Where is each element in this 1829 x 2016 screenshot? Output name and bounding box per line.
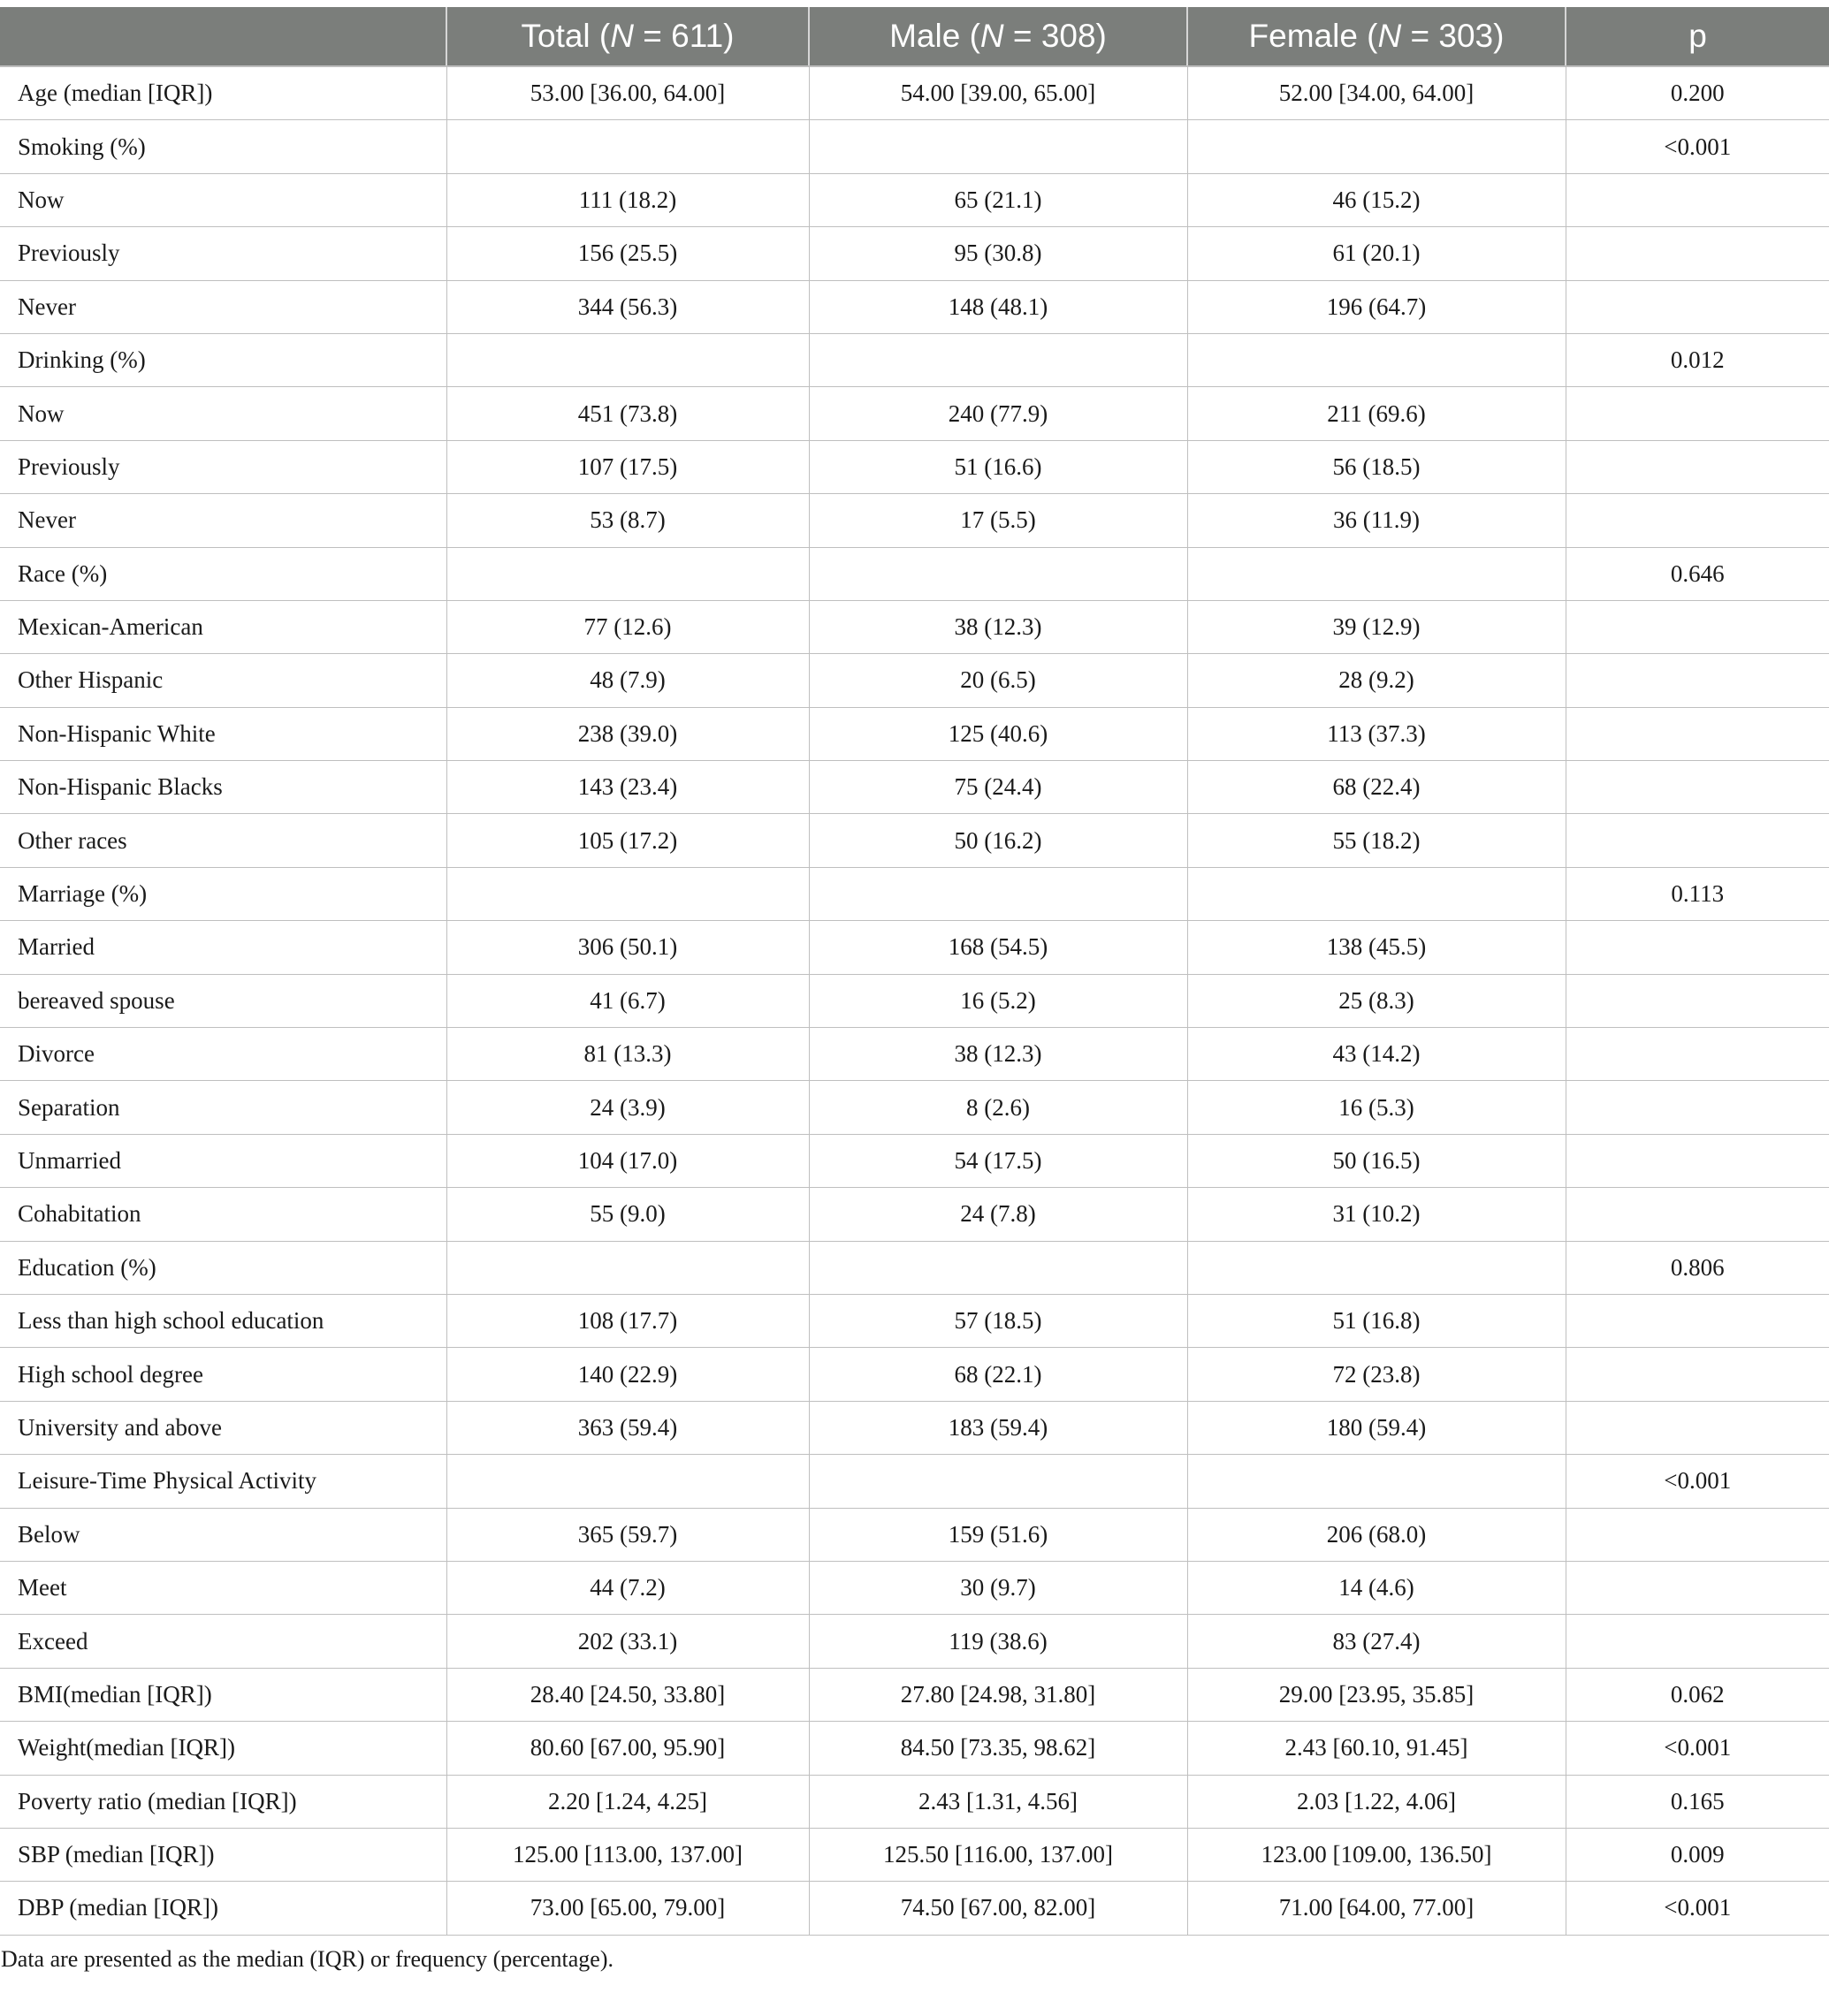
table-row [0,761,1829,814]
cell-female: 52.00 [34.00, 64.00] [1187,66,1566,120]
cell-total: 238 (39.0) [446,707,809,760]
cell-male [809,333,1187,386]
cell-total [446,1241,809,1294]
cell-female: 113 (37.3) [1187,707,1566,760]
cell-total: 104 (17.0) [446,1134,809,1187]
cell-p-value [1566,654,1829,707]
cell-male: 95 (30.8) [809,227,1187,280]
cell-male [809,1455,1187,1508]
cell-total: 140 (22.9) [446,1348,809,1401]
cell-total: 77 (12.6) [446,600,809,653]
cell-total: 41 (6.7) [446,974,809,1027]
cell-p-value: 0.012 [1566,333,1829,386]
cell-total: 44 (7.2) [446,1561,809,1614]
cell-p-value [1566,1134,1829,1187]
table-row [0,1134,1829,1187]
cell-label: Never [0,494,446,547]
header-female-pre: Female ( [1248,18,1378,54]
cell-female [1187,547,1566,600]
cell-label: Cohabitation [0,1188,446,1241]
cell-total: 108 (17.7) [446,1294,809,1347]
cell-label: Previously [0,440,446,493]
cell-p-value: <0.001 [1566,1455,1829,1508]
cell-total [446,333,809,386]
cell-total: 2.20 [1.24, 4.25] [446,1775,809,1828]
cell-label: bereaved spouse [0,974,446,1027]
cell-male: 119 (38.6) [809,1615,1187,1668]
cell-total: 81 (13.3) [446,1028,809,1081]
cell-label: Mexican-American [0,600,446,653]
cell-p-value: 0.165 [1566,1775,1829,1828]
cell-label: Non-Hispanic White [0,707,446,760]
cell-label: Separation [0,1081,446,1134]
cell-female: 28 (9.2) [1187,654,1566,707]
cell-male: 38 (12.3) [809,1028,1187,1081]
cell-p-value: <0.001 [1566,120,1829,173]
table-row [0,1615,1829,1668]
table-row [0,974,1829,1027]
cell-female: 31 (10.2) [1187,1188,1566,1241]
cell-female: 46 (15.2) [1187,173,1566,226]
cell-label: Divorce [0,1028,446,1081]
cell-label: High school degree [0,1348,446,1401]
header-male [809,7,1187,66]
cell-female: 2.03 [1.22, 4.06] [1187,1775,1566,1828]
cell-label: Now [0,173,446,226]
cell-p-value [1566,921,1829,974]
cell-total: 365 (59.7) [446,1508,809,1561]
cell-p-value [1566,1028,1829,1081]
cell-female: 43 (14.2) [1187,1028,1566,1081]
cell-total [446,120,809,173]
header-male-pre: Male ( [889,18,980,54]
cell-p-value [1566,707,1829,760]
cell-male: 38 (12.3) [809,600,1187,653]
cell-p-value: 0.009 [1566,1828,1829,1881]
table-footnote: Data are presented as the median (IQR) or frequency (percentage). [1,1945,613,1972]
cell-label: Race (%) [0,547,446,600]
cell-p-value [1566,1561,1829,1614]
cell-female: 72 (23.8) [1187,1348,1566,1401]
cell-p-value: 0.806 [1566,1241,1829,1294]
cell-label: Exceed [0,1615,446,1668]
table-row [0,387,1829,440]
table-row [0,1775,1829,1828]
header-female-n: N [1377,18,1402,54]
cell-female: 29.00 [23.95, 35.85] [1187,1668,1566,1721]
cell-female: 61 (20.1) [1187,227,1566,280]
cell-p-value [1566,814,1829,867]
table-row [0,600,1829,653]
cell-female: 55 (18.2) [1187,814,1566,867]
table-row [0,66,1829,120]
cell-female [1187,1455,1566,1508]
cell-total: 80.60 [67.00, 95.90] [446,1722,809,1775]
cell-p-value [1566,1615,1829,1668]
cell-total: 53.00 [36.00, 64.00] [446,66,809,120]
header-male-post: = 308) [1003,18,1107,54]
cell-label: Previously [0,227,446,280]
table-row [0,333,1829,386]
cell-label: Unmarried [0,1134,446,1187]
cell-male: 51 (16.6) [809,440,1187,493]
table-row [0,494,1829,547]
cell-male [809,547,1187,600]
header-total-pre: Total ( [521,18,611,54]
cell-label: Married [0,921,446,974]
cell-p-value [1566,440,1829,493]
table-row [0,1081,1829,1134]
table-row [0,867,1829,920]
cell-total: 306 (50.1) [446,921,809,974]
header-row [0,7,1829,66]
cell-female: 123.00 [109.00, 136.50] [1187,1828,1566,1881]
table-row [0,1455,1829,1508]
cell-male: 168 (54.5) [809,921,1187,974]
cell-male: 8 (2.6) [809,1081,1187,1134]
table-row [0,1561,1829,1614]
cell-male: 16 (5.2) [809,974,1187,1027]
table-row [0,1828,1829,1881]
cell-total: 105 (17.2) [446,814,809,867]
table-row [0,227,1829,280]
table-row [0,1722,1829,1775]
cell-p-value: 0.646 [1566,547,1829,600]
cell-label: Marriage (%) [0,867,446,920]
table-row [0,547,1829,600]
cell-p-value [1566,173,1829,226]
demographics-table [0,7,1829,1936]
cell-label: SBP (median [IQR]) [0,1828,446,1881]
cell-male: 183 (59.4) [809,1401,1187,1454]
cell-male: 240 (77.9) [809,387,1187,440]
cell-total: 55 (9.0) [446,1188,809,1241]
cell-p-value: 0.200 [1566,66,1829,120]
cell-male: 148 (48.1) [809,280,1187,333]
cell-p-value [1566,761,1829,814]
cell-total: 73.00 [65.00, 79.00] [446,1882,809,1935]
cell-female: 39 (12.9) [1187,600,1566,653]
cell-male: 65 (21.1) [809,173,1187,226]
cell-label: Poverty ratio (median [IQR]) [0,1775,446,1828]
cell-male: 27.80 [24.98, 31.80] [809,1668,1187,1721]
cell-label: Smoking (%) [0,120,446,173]
cell-total: 344 (56.3) [446,280,809,333]
cell-label: Less than high school education [0,1294,446,1347]
cell-male: 54 (17.5) [809,1134,1187,1187]
table-row [0,1294,1829,1347]
cell-male: 74.50 [67.00, 82.00] [809,1882,1187,1935]
cell-female [1187,1241,1566,1294]
cell-female: 56 (18.5) [1187,440,1566,493]
cell-total: 156 (25.5) [446,227,809,280]
cell-label: Never [0,280,446,333]
cell-label: University and above [0,1401,446,1454]
cell-male: 68 (22.1) [809,1348,1187,1401]
cell-male: 57 (18.5) [809,1294,1187,1347]
cell-p-value [1566,1508,1829,1561]
cell-female: 25 (8.3) [1187,974,1566,1027]
cell-male: 50 (16.2) [809,814,1187,867]
cell-male: 30 (9.7) [809,1561,1187,1614]
cell-female: 206 (68.0) [1187,1508,1566,1561]
table-header [0,7,1829,66]
cell-total: 53 (8.7) [446,494,809,547]
cell-male [809,1241,1187,1294]
table-row [0,1028,1829,1081]
table-row [0,120,1829,173]
cell-total: 107 (17.5) [446,440,809,493]
cell-female [1187,867,1566,920]
cell-male: 20 (6.5) [809,654,1187,707]
cell-p-value [1566,1348,1829,1401]
cell-total: 48 (7.9) [446,654,809,707]
table-row [0,280,1829,333]
cell-male: 2.43 [1.31, 4.56] [809,1775,1187,1828]
cell-total: 111 (18.2) [446,173,809,226]
table-row [0,173,1829,226]
cell-label: Drinking (%) [0,333,446,386]
cell-p-value [1566,974,1829,1027]
cell-male: 125 (40.6) [809,707,1187,760]
cell-p-value: 0.062 [1566,1668,1829,1721]
cell-p-value: <0.001 [1566,1722,1829,1775]
cell-label: Non-Hispanic Blacks [0,761,446,814]
table-row [0,1241,1829,1294]
cell-female: 50 (16.5) [1187,1134,1566,1187]
cell-p-value: 0.113 [1566,867,1829,920]
table-row [0,707,1829,760]
cell-female: 36 (11.9) [1187,494,1566,547]
cell-label: Other Hispanic [0,654,446,707]
table-row [0,1882,1829,1935]
cell-total: 125.00 [113.00, 137.00] [446,1828,809,1881]
cell-female: 196 (64.7) [1187,280,1566,333]
cell-female: 14 (4.6) [1187,1561,1566,1614]
cell-male: 84.50 [73.35, 98.62] [809,1722,1187,1775]
cell-label: Weight(median [IQR]) [0,1722,446,1775]
cell-label: Other races [0,814,446,867]
cell-p-value [1566,1401,1829,1454]
cell-male [809,867,1187,920]
cell-male: 54.00 [39.00, 65.00] [809,66,1187,120]
table-row [0,654,1829,707]
cell-total: 24 (3.9) [446,1081,809,1134]
cell-label: DBP (median [IQR]) [0,1882,446,1935]
cell-p-value [1566,280,1829,333]
cell-label: BMI(median [IQR]) [0,1668,446,1721]
table-body [0,66,1829,1935]
header-female [1187,7,1566,66]
table-row [0,1668,1829,1721]
cell-label: Meet [0,1561,446,1614]
cell-p-value: <0.001 [1566,1882,1829,1935]
cell-female: 51 (16.8) [1187,1294,1566,1347]
cell-p-value [1566,387,1829,440]
cell-female: 180 (59.4) [1187,1401,1566,1454]
cell-total: 28.40 [24.50, 33.80] [446,1668,809,1721]
table-row [0,1401,1829,1454]
cell-total: 363 (59.4) [446,1401,809,1454]
header-female-post: = 303) [1401,18,1505,54]
header-total-post: = 611) [634,18,735,54]
header-total [446,7,809,66]
cell-total [446,547,809,600]
cell-male: 17 (5.5) [809,494,1187,547]
table-row [0,440,1829,493]
table-container [0,7,1829,1973]
table-row [0,814,1829,867]
cell-total: 202 (33.1) [446,1615,809,1668]
cell-female: 71.00 [64.00, 77.00] [1187,1882,1566,1935]
cell-male: 24 (7.8) [809,1188,1187,1241]
cell-p-value [1566,600,1829,653]
cell-total: 451 (73.8) [446,387,809,440]
cell-male: 75 (24.4) [809,761,1187,814]
header-p-value: p [1566,7,1829,66]
cell-label: Education (%) [0,1241,446,1294]
cell-female: 68 (22.4) [1187,761,1566,814]
cell-male: 125.50 [116.00, 137.00] [809,1828,1187,1881]
table-row [0,1188,1829,1241]
table-row [0,921,1829,974]
cell-female [1187,333,1566,386]
cell-female: 83 (27.4) [1187,1615,1566,1668]
cell-female: 138 (45.5) [1187,921,1566,974]
table-row [0,1348,1829,1401]
header-male-n: N [979,18,1004,54]
cell-label: Below [0,1508,446,1561]
cell-total [446,1455,809,1508]
table-row [0,1508,1829,1561]
header-total-n: N [610,18,634,54]
cell-p-value [1566,1294,1829,1347]
cell-total [446,867,809,920]
cell-female: 16 (5.3) [1187,1081,1566,1134]
header-label-column [0,7,446,66]
cell-total: 143 (23.4) [446,761,809,814]
cell-label: Now [0,387,446,440]
cell-male [809,120,1187,173]
cell-female [1187,120,1566,173]
cell-female: 2.43 [60.10, 91.45] [1187,1722,1566,1775]
cell-female: 211 (69.6) [1187,387,1566,440]
cell-p-value [1566,494,1829,547]
cell-label: Age (median [IQR]) [0,66,446,120]
cell-label: Leisure-Time Physical Activity [0,1455,446,1508]
cell-male: 159 (51.6) [809,1508,1187,1561]
cell-p-value [1566,1188,1829,1241]
cell-p-value [1566,1081,1829,1134]
cell-p-value [1566,227,1829,280]
